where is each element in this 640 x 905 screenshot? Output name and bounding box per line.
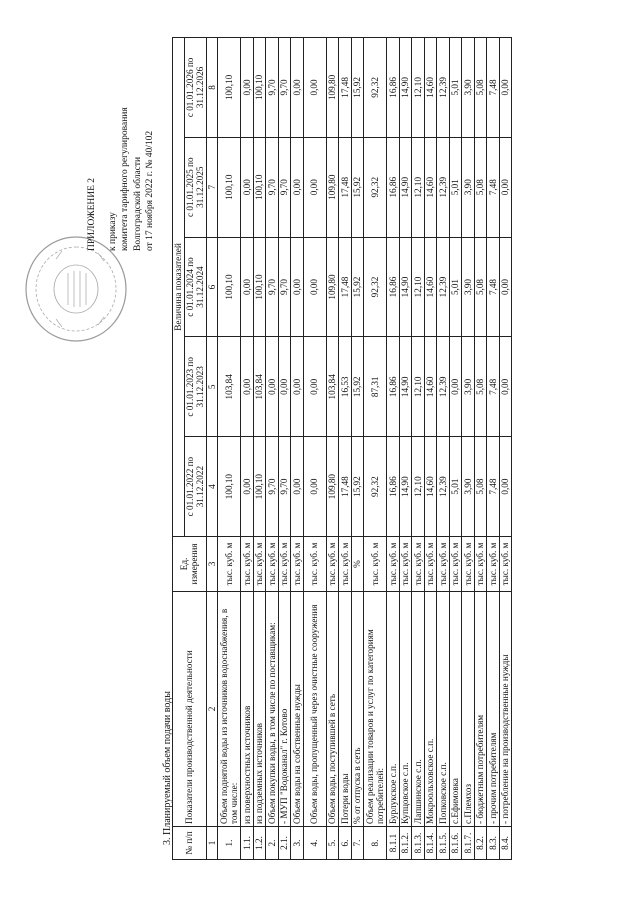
row-value: 0,00 [241, 337, 254, 437]
row-value: 109,80 [326, 237, 339, 337]
row-value: 0,00 [266, 337, 279, 437]
table-row [399, 38, 412, 860]
row-name: Объем воды, пропущенный через очистные сооружения [303, 592, 326, 827]
row-name: Объем покупки воды, в том числе по поставщикам: [266, 592, 279, 827]
row-value: 14,60 [424, 38, 437, 138]
row-value: 9,70 [278, 38, 291, 138]
row-value: 15,92 [351, 437, 364, 537]
row-name: Попковское с.п. [437, 592, 450, 827]
row-value: 0,00 [499, 337, 512, 437]
row-value: 17,48 [339, 237, 352, 337]
row-unit: тыс. куб. м [424, 537, 437, 592]
table-row [449, 38, 462, 860]
row-value: 12,10 [412, 38, 425, 138]
appendix-line: Волгоградской области [132, 156, 143, 251]
row-value: 103,84 [253, 337, 266, 437]
row-unit: тыс. куб. м [449, 537, 462, 592]
row-num: 8.4. [499, 827, 512, 860]
row-num: 6. [339, 827, 352, 860]
row-value: 5,01 [449, 437, 462, 537]
row-value: 100,10 [218, 237, 241, 337]
row-value: 109,80 [326, 437, 339, 537]
appendix-line: комитета тарифного регулирования [120, 107, 130, 251]
row-value: 0,00 [303, 38, 326, 138]
section-title: 3. Планируемый объем подачи воды [162, 691, 173, 845]
table-row [351, 38, 364, 860]
row-value: 9,70 [266, 437, 279, 537]
row-value: 0,00 [291, 137, 304, 237]
row-value: 16,86 [387, 137, 400, 237]
row-name: Мокроольховское с.п. [424, 592, 437, 827]
row-value: 12,39 [437, 237, 450, 337]
row-value: 9,70 [278, 437, 291, 537]
row-value: 0,00 [449, 337, 462, 437]
row-value: 9,70 [266, 38, 279, 138]
row-name: Объем воды, поступившей в сеть [326, 592, 339, 827]
header-num: № п/п [173, 827, 207, 860]
table-row [474, 38, 487, 860]
row-num: 8.1.6. [449, 827, 462, 860]
row-value: 12,39 [437, 337, 450, 437]
row-value: 100,10 [253, 237, 266, 337]
row-value: 0,00 [278, 337, 291, 437]
row-value: 14,90 [399, 337, 412, 437]
row-value: 9,70 [266, 137, 279, 237]
row-unit: тыс. куб. м [462, 537, 475, 592]
row-name: Купцовское с.п. [399, 592, 412, 827]
index-cell: 8 [206, 38, 218, 138]
row-value: 0,00 [291, 38, 304, 138]
row-value: 16,86 [387, 237, 400, 337]
row-value: 3,90 [462, 137, 475, 237]
row-value: 14,90 [399, 137, 412, 237]
water-supply-table [172, 37, 512, 860]
row-unit: тыс. куб. м [487, 537, 500, 592]
index-cell: 6 [206, 237, 218, 337]
row-num: 8. [364, 827, 387, 860]
row-unit: тыс. куб. м [399, 537, 412, 592]
row-name: Бурлукское с.п. [387, 592, 400, 827]
row-value: 92,32 [364, 38, 387, 138]
table-row [487, 38, 500, 860]
row-value: 9,70 [278, 237, 291, 337]
row-name: % от отпуска в сеть [351, 592, 364, 827]
row-num: 8.1.5. [437, 827, 450, 860]
row-value: 7,48 [487, 337, 500, 437]
row-name: с.Ефимовка [449, 592, 462, 827]
row-unit: тыс. куб. м [218, 537, 241, 592]
row-value: 17,48 [339, 437, 352, 537]
row-value: 14,60 [424, 237, 437, 337]
row-num: 8.1.2. [399, 827, 412, 860]
row-name: Объем реализации товаров и услуг по категориям потребителей: [364, 592, 387, 827]
row-value: 100,10 [253, 38, 266, 138]
row-value: 0,00 [241, 38, 254, 138]
row-value: 109,80 [326, 137, 339, 237]
header-period: с 01.01.2023 по 31.12.2023 [184, 337, 206, 437]
row-name: - потребление на производственные нужды [499, 592, 512, 827]
table-row [412, 38, 425, 860]
index-cell: 7 [206, 137, 218, 237]
row-value: 14,90 [399, 437, 412, 537]
row-value: 7,48 [487, 237, 500, 337]
row-unit: тыс. куб. м [291, 537, 304, 592]
row-num: 2.1. [278, 827, 291, 860]
row-value: 5,08 [474, 137, 487, 237]
row-value: 0,00 [499, 38, 512, 138]
row-value: 92,32 [364, 237, 387, 337]
table-row [462, 38, 475, 860]
row-value: 3,90 [462, 337, 475, 437]
table-row [326, 38, 339, 860]
row-value: 100,10 [253, 137, 266, 237]
row-unit: тыс. куб. м [241, 537, 254, 592]
row-value: 16,86 [387, 38, 400, 138]
header-period: с 01.01.2025 по 31.12.2025 [184, 137, 206, 237]
row-value: 14,60 [424, 137, 437, 237]
table-row [387, 38, 400, 860]
row-value: 100,10 [218, 38, 241, 138]
row-num: 8.1.3. [412, 827, 425, 860]
header-values-group: Величина показателей [173, 38, 185, 537]
row-name: Лапшинское с.п. [412, 592, 425, 827]
row-value: 0,00 [303, 337, 326, 437]
header-period: с 01.01.2026 по 31.12.2026 [184, 38, 206, 138]
index-cell: 5 [206, 337, 218, 437]
row-value: 7,48 [487, 437, 500, 537]
row-value: 0,00 [291, 437, 304, 537]
row-num: 7. [351, 827, 364, 860]
row-value: 0,00 [241, 437, 254, 537]
row-value: 92,32 [364, 137, 387, 237]
row-value: 5,01 [449, 137, 462, 237]
row-unit: тыс. куб. м [266, 537, 279, 592]
row-unit: тыс. куб. м [326, 537, 339, 592]
row-unit: тыс. куб. м [412, 537, 425, 592]
row-value: 17,48 [339, 38, 352, 138]
row-value: 5,08 [474, 337, 487, 437]
row-value: 5,08 [474, 437, 487, 537]
row-value: 7,48 [487, 38, 500, 138]
row-value: 3,90 [462, 237, 475, 337]
row-value: 5,01 [449, 237, 462, 337]
row-value: 15,92 [351, 137, 364, 237]
row-name: Потери воды [339, 592, 352, 827]
row-value: 92,32 [364, 437, 387, 537]
index-row [206, 38, 218, 860]
row-value: 15,92 [351, 337, 364, 437]
appendix-note [86, 21, 157, 251]
index-cell: 3 [206, 537, 218, 592]
row-num: 1. [218, 827, 241, 860]
table-row [437, 38, 450, 860]
row-value: 17,48 [339, 137, 352, 237]
row-value: 7,48 [487, 137, 500, 237]
appendix-line: к приказу [107, 212, 118, 251]
row-unit: % [351, 537, 364, 592]
table-row [291, 38, 304, 860]
row-value: 15,92 [351, 38, 364, 138]
table-row [278, 38, 291, 860]
row-name: из поверхностных источников [241, 592, 254, 827]
row-value: 9,70 [278, 137, 291, 237]
row-value: 5,08 [474, 38, 487, 138]
row-value: 16,86 [387, 437, 400, 537]
row-name: из подземных источников [253, 592, 266, 827]
row-value: 12,10 [412, 237, 425, 337]
row-value: 14,90 [399, 237, 412, 337]
row-num: 4. [303, 827, 326, 860]
table-row [303, 38, 326, 860]
row-value: 5,01 [449, 38, 462, 138]
row-unit: тыс. куб. м [339, 537, 352, 592]
row-unit: тыс. куб. м [474, 537, 487, 592]
index-cell: 4 [206, 437, 218, 537]
row-value: 12,39 [437, 437, 450, 537]
header-period: с 01.01.2024 по 31.12.2024 [184, 237, 206, 337]
row-value: 14,60 [424, 337, 437, 437]
row-name: - прочим потребителям [487, 592, 500, 827]
row-value: 100,10 [218, 437, 241, 537]
appendix-title: ПРИЛОЖЕНИЕ 2 [87, 177, 97, 251]
row-name: с.Племхоз [462, 592, 475, 827]
table-row [266, 38, 279, 860]
index-cell: 2 [206, 592, 218, 827]
row-unit: тыс. куб. м [437, 537, 450, 592]
header-name: Показатели производственной деятельности [173, 592, 207, 827]
row-value: 109,80 [326, 38, 339, 138]
row-value: 0,00 [241, 137, 254, 237]
row-value: 12,10 [412, 137, 425, 237]
table-row [339, 38, 352, 860]
row-num: 8.3. [487, 827, 500, 860]
row-value: 87,31 [364, 337, 387, 437]
row-unit: тыс. куб. м [303, 537, 326, 592]
row-value: 15,92 [351, 237, 364, 337]
row-value: 9,70 [266, 237, 279, 337]
row-value: 0,00 [303, 237, 326, 337]
row-value: 3,90 [462, 38, 475, 138]
row-value: 0,00 [241, 237, 254, 337]
row-value: 16,53 [339, 337, 352, 437]
row-value: 0,00 [499, 437, 512, 537]
row-name: Объем поднятой воды из источников водоснабжения, в том числе: [218, 592, 241, 827]
appendix-line: от 17 ноября 2022 г. № 40/102 [145, 130, 155, 251]
table-row [218, 38, 241, 860]
row-value: 100,10 [253, 437, 266, 537]
row-num: 8.1.4. [424, 827, 437, 860]
row-num: 5. [326, 827, 339, 860]
row-value: 0,00 [499, 137, 512, 237]
row-unit: тыс. куб. м [499, 537, 512, 592]
row-value: 0,00 [291, 337, 304, 437]
row-value: 0,00 [303, 137, 326, 237]
row-value: 103,84 [326, 337, 339, 437]
row-name: Объем воды на собственные нужды [291, 592, 304, 827]
index-cell: 1 [206, 827, 218, 860]
row-value: 0,00 [499, 237, 512, 337]
row-value: 3,90 [462, 437, 475, 537]
row-value: 16,86 [387, 337, 400, 437]
row-value: 103,84 [218, 337, 241, 437]
table-row [241, 38, 254, 860]
row-value: 0,00 [291, 237, 304, 337]
row-unit: тыс. куб. м [253, 537, 266, 592]
table-row [424, 38, 437, 860]
row-name: - МУП "Водоканал" г. Котово [278, 592, 291, 827]
header-period: с 01.01.2022 по 31.12.2022 [184, 437, 206, 537]
table-row [499, 38, 512, 860]
row-value: 14,90 [399, 38, 412, 138]
row-num: 2. [266, 827, 279, 860]
row-num: 8.2. [474, 827, 487, 860]
header-unit: Ед. измерения [173, 537, 207, 592]
row-num: 3. [291, 827, 304, 860]
table-row [364, 38, 387, 860]
row-value: 12,10 [412, 437, 425, 537]
row-value: 100,10 [218, 137, 241, 237]
row-value: 12,10 [412, 337, 425, 437]
row-value: 0,00 [303, 437, 326, 537]
row-value: 12,39 [437, 38, 450, 138]
row-num: 8.1.7. [462, 827, 475, 860]
row-unit: тыс. куб. м [278, 537, 291, 592]
row-name: - бюджетным потребителям [474, 592, 487, 827]
row-value: 14,60 [424, 437, 437, 537]
row-num: 1.2. [253, 827, 266, 860]
row-value: 12,39 [437, 137, 450, 237]
table-row [253, 38, 266, 860]
row-unit: тыс. куб. м [364, 537, 387, 592]
row-num: 8.1.1 [387, 827, 400, 860]
row-value: 5,08 [474, 237, 487, 337]
row-num: 1.1. [241, 827, 254, 860]
row-unit: тыс. куб. м [387, 537, 400, 592]
